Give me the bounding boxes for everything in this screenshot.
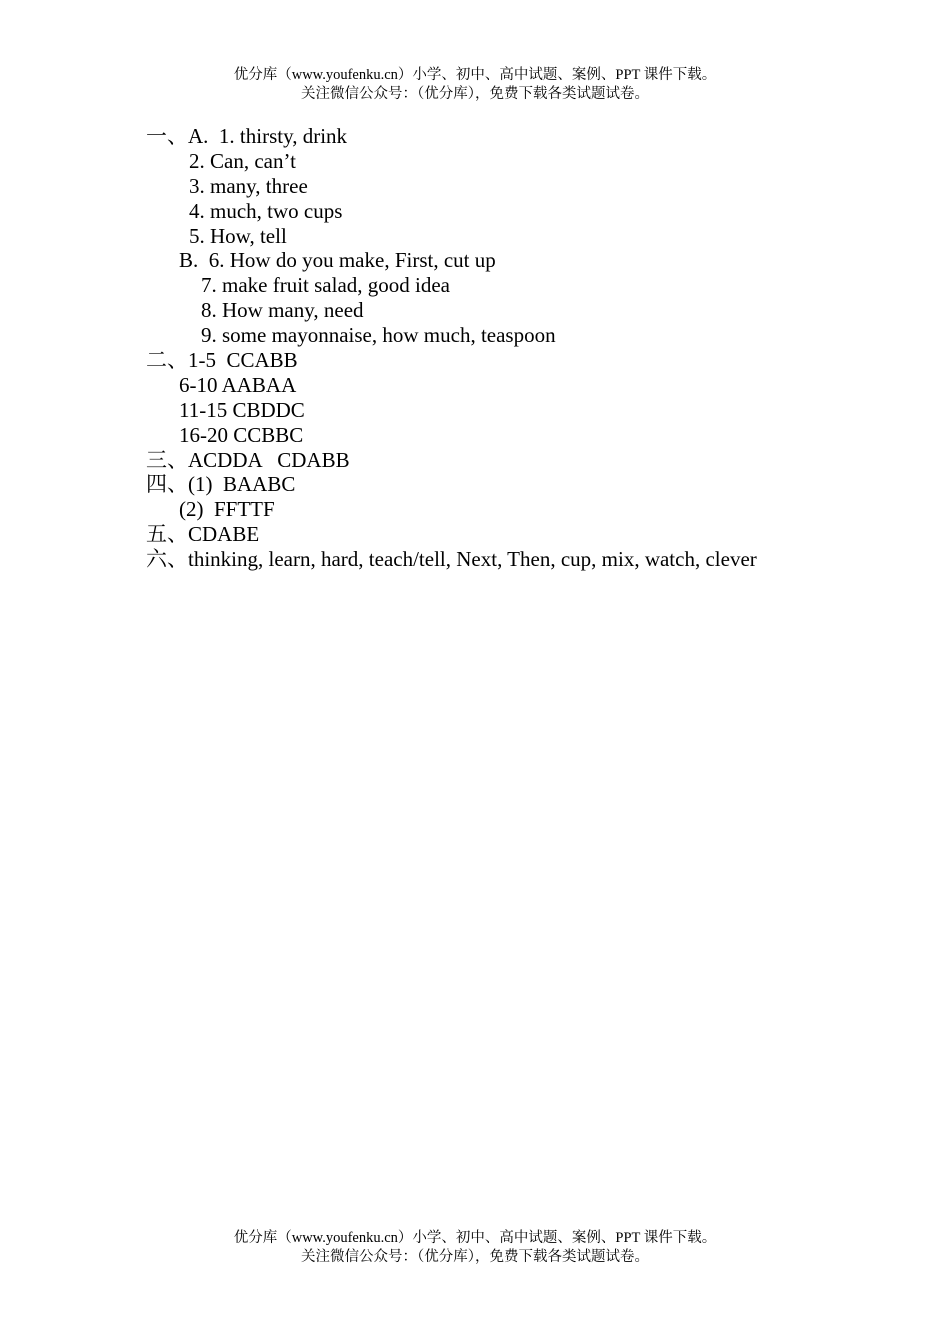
answer-key	[146, 124, 757, 572]
answer-1b-9: 9. some mayonnaise, how much, teaspoon	[201, 323, 556, 348]
answer-1b-6: B. 6. How do you make, First, cut up	[179, 248, 496, 273]
answer-1a-5: 5. How, tell	[189, 223, 287, 248]
footer-line-1: 优分库（www.youfenku.cn）小学、初中、高中试题、案例、PPT 课件下载。	[233, 1230, 717, 1246]
answer-2-row-4: 16-20 CCBBC	[179, 422, 304, 447]
answer-1b-7: 7. make fruit salad, good idea	[201, 273, 451, 298]
footer-line-2: 关注微信公众号：（优分库），免费下载各类试题试卷。	[301, 1249, 649, 1265]
header-line-1: 优分库（www.youfenku.cn）小学、初中、高中试题、案例、PPT 课件下载。	[233, 67, 717, 83]
answer-1a-3: 3. many, three	[189, 173, 308, 198]
page-footer	[0, 1229, 950, 1267]
answer-1a-4: 4. much, two cups	[189, 198, 343, 223]
header-line-2: 关注微信公众号：（优分库），免费下载各类试题试卷。	[301, 86, 649, 102]
page-header	[0, 66, 950, 104]
answer-5: 五、CDABE	[146, 522, 260, 547]
answer-4-part-1: 四、(1) BAABC	[146, 472, 296, 497]
answer-4-part-2: (2) FFTTF	[179, 497, 275, 522]
answer-2-row-3: 11-15 CBDDC	[179, 397, 305, 422]
answer-2-row-2: 6-10 AABAA	[179, 372, 297, 397]
answer-1b-8: 8. How many, need	[201, 298, 364, 323]
answer-3: 三、ACDDA CDABB	[146, 447, 350, 472]
answer-1a-1: 一、A. 1. thirsty, drink	[146, 124, 348, 148]
answer-6: 六、thinking, learn, hard, teach/tell, Next, Then, cup, mix, watch, clever	[146, 547, 757, 572]
answer-2-row-1: 二、1-5 CCABB	[146, 348, 298, 373]
answer-1a-2: 2. Can, can’t	[189, 148, 296, 173]
